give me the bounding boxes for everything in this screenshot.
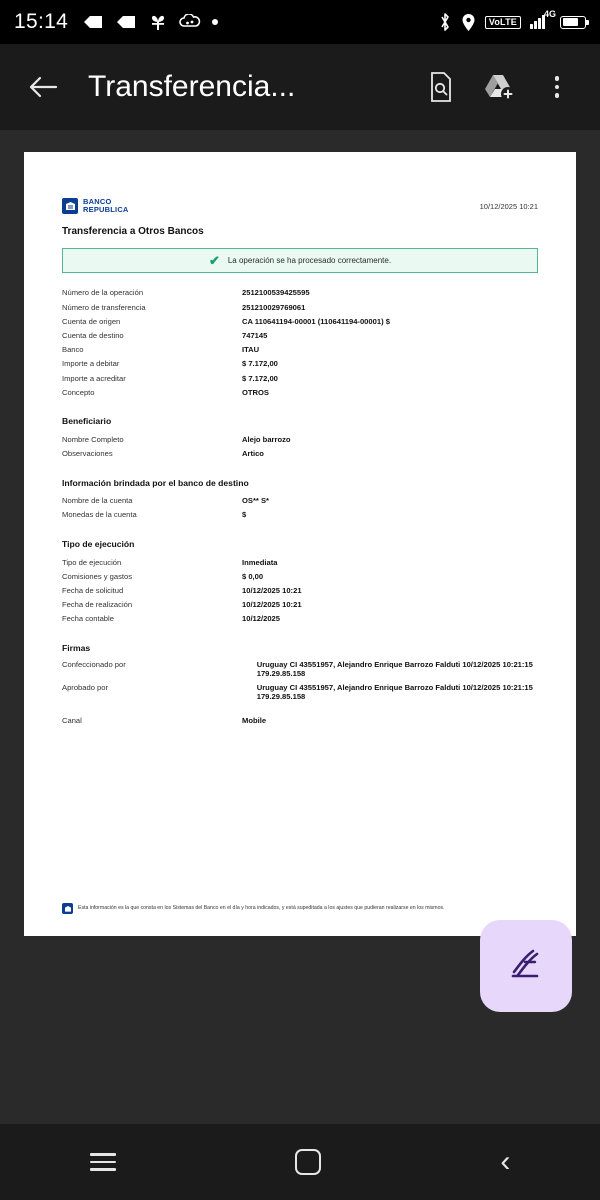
edit-signature-icon — [504, 942, 548, 991]
table-row — [62, 300, 538, 314]
table-row — [62, 598, 538, 612]
tag-icon — [82, 15, 104, 29]
table-row — [62, 680, 538, 703]
table-row — [62, 432, 538, 446]
table-row — [62, 555, 538, 569]
table-row — [62, 612, 538, 626]
row-label: Fecha contable — [62, 614, 114, 624]
table-row — [62, 494, 538, 508]
page-title: Transferencia... — [88, 70, 296, 103]
row-label: Fecha de realización — [62, 600, 133, 610]
row-value: 10/12/2025 — [242, 614, 281, 624]
back-arrow-icon[interactable] — [16, 60, 70, 114]
system-nav-bar — [0, 1124, 600, 1200]
table-row — [62, 343, 538, 357]
row-label: Cuenta de origen — [62, 316, 121, 326]
row-label: Confeccionado por — [62, 659, 126, 669]
check-icon: ✔ — [208, 252, 220, 268]
bank-name-line1: BANCO — [83, 197, 112, 206]
row-label: Nombre de la cuenta — [62, 496, 133, 506]
signatures-table — [62, 657, 538, 703]
execution-table — [62, 555, 538, 626]
operation-details-table — [62, 286, 538, 400]
row-label: Observaciones — [62, 449, 113, 459]
cloud-music-icon — [179, 14, 201, 30]
channel-table — [62, 713, 538, 727]
row-label: Monedas de la cuenta — [62, 510, 137, 520]
app-bar — [0, 44, 600, 130]
document-footnote — [62, 903, 538, 914]
row-value: Alejo barrozo — [242, 434, 291, 444]
destination-bank-table — [62, 494, 538, 522]
row-value: ITAU — [242, 345, 260, 355]
row-label: Tipo de ejecución — [62, 557, 122, 567]
row-label: Banco — [62, 345, 84, 355]
document-title: Transferencia a Otros Bancos — [62, 225, 204, 237]
volte-icon: VoLTE — [485, 16, 521, 29]
bluetooth-icon — [438, 12, 452, 32]
footnote-text: Esta información es la que consta en los Sistemas del Banco en el día y hora indicados, y está supeditada a los ajustes que pudieran realizarse en los mismos. — [78, 905, 445, 912]
flower-icon — [148, 12, 168, 32]
status-banner-text: La operación se ha procesado correctamente. — [227, 255, 392, 265]
table-row — [62, 569, 538, 583]
document-date: 10/12/2025 10:21 — [479, 202, 538, 211]
row-value: Mobile — [242, 715, 267, 725]
row-label: Número de la operación — [62, 288, 144, 298]
status-system-icons — [438, 9, 586, 32]
section-title-destination-bank: Información brindada por el banco de destino — [62, 477, 249, 488]
table-row — [62, 446, 538, 460]
row-label: Importe a acreditar — [62, 373, 126, 383]
status-banner — [62, 248, 538, 273]
table-row — [62, 371, 538, 385]
section-title-signatures: Firmas — [62, 642, 91, 653]
tag-icon — [115, 15, 137, 29]
row-value: $ 0,00 — [242, 571, 264, 581]
row-label: Número de transferencia — [62, 302, 146, 312]
row-value: 2512100539425595 — [242, 288, 310, 298]
row-label: Comisiones y gastos — [62, 571, 133, 581]
row-value: Artico — [242, 449, 264, 459]
overflow-menu-icon[interactable] — [530, 60, 584, 114]
table-row — [62, 385, 538, 399]
edit-signature-fab[interactable] — [480, 920, 572, 1012]
row-label: Importe a debitar — [62, 359, 120, 369]
row-label: Aprobado por — [62, 682, 109, 692]
beneficiary-table — [62, 432, 538, 460]
table-row — [62, 357, 538, 371]
row-value: Uruguay CI 43551957, Alejandro Enrique Barrozo Falduti 10/12/2025 10:21:15 179.29.85.158 — [256, 682, 533, 701]
row-label: Fecha de solicitud — [62, 586, 124, 595]
document-page — [24, 152, 576, 936]
bank-name-line2: REPUBLICA — [83, 205, 129, 215]
table-row — [62, 713, 538, 727]
document-search-icon[interactable] — [414, 60, 468, 114]
document-header — [62, 198, 538, 215]
bank-logo-icon — [62, 198, 78, 214]
row-value: OTROS — [242, 387, 270, 397]
row-value: $ 7.172,00 — [242, 373, 278, 383]
row-value: Uruguay CI 43551957, Alejandro Enrique Barrozo Falduti 10/12/2025 10:21:15 179.29.85.158 — [256, 659, 533, 678]
row-value: $ — [242, 510, 247, 520]
row-label: Nombre Completo — [62, 434, 124, 444]
table-row — [62, 657, 538, 680]
row-label: Concepto — [62, 387, 95, 397]
row-value: OS** S* — [242, 496, 270, 506]
status-notification-icons — [82, 12, 438, 32]
row-value: 10/12/2025 10:21 — [242, 600, 302, 610]
row-value: CA 110641194-00001 (110641194-00001) $ — [242, 316, 390, 326]
row-value: Inmediata — [242, 557, 278, 567]
location-icon — [461, 13, 476, 32]
network-type-label: 4G — [543, 9, 556, 19]
nav-back-icon[interactable]: ‹ — [500, 1145, 511, 1178]
table-row — [62, 314, 538, 328]
status-bar — [0, 0, 600, 44]
table-row — [62, 328, 538, 342]
row-value: $ 7.172,00 — [242, 359, 278, 369]
row-value: 747145 — [242, 330, 268, 340]
row-label: Canal — [62, 715, 82, 725]
battery-icon — [560, 16, 586, 29]
bank-logo-text — [83, 198, 129, 215]
row-label: Cuenta de destino — [62, 330, 124, 340]
section-title-beneficiary: Beneficiario — [62, 416, 112, 427]
recent-apps-icon[interactable] — [90, 1153, 116, 1171]
document-viewer[interactable] — [0, 130, 600, 1124]
row-value: 10/12/2025 10:21 — [242, 586, 302, 595]
row-value: 251210029769061 — [242, 302, 306, 312]
add-to-drive-icon[interactable] — [472, 60, 526, 114]
section-title-execution: Tipo de ejecución — [62, 539, 135, 550]
dot-icon — [212, 19, 218, 25]
bank-logo — [62, 198, 129, 215]
table-row — [62, 508, 538, 522]
home-icon[interactable] — [295, 1149, 321, 1175]
table-row — [62, 583, 538, 597]
table-row — [62, 286, 538, 300]
bank-logo-small-icon — [62, 903, 73, 914]
signal-icon — [530, 9, 556, 29]
status-clock: 15:14 — [14, 10, 69, 33]
